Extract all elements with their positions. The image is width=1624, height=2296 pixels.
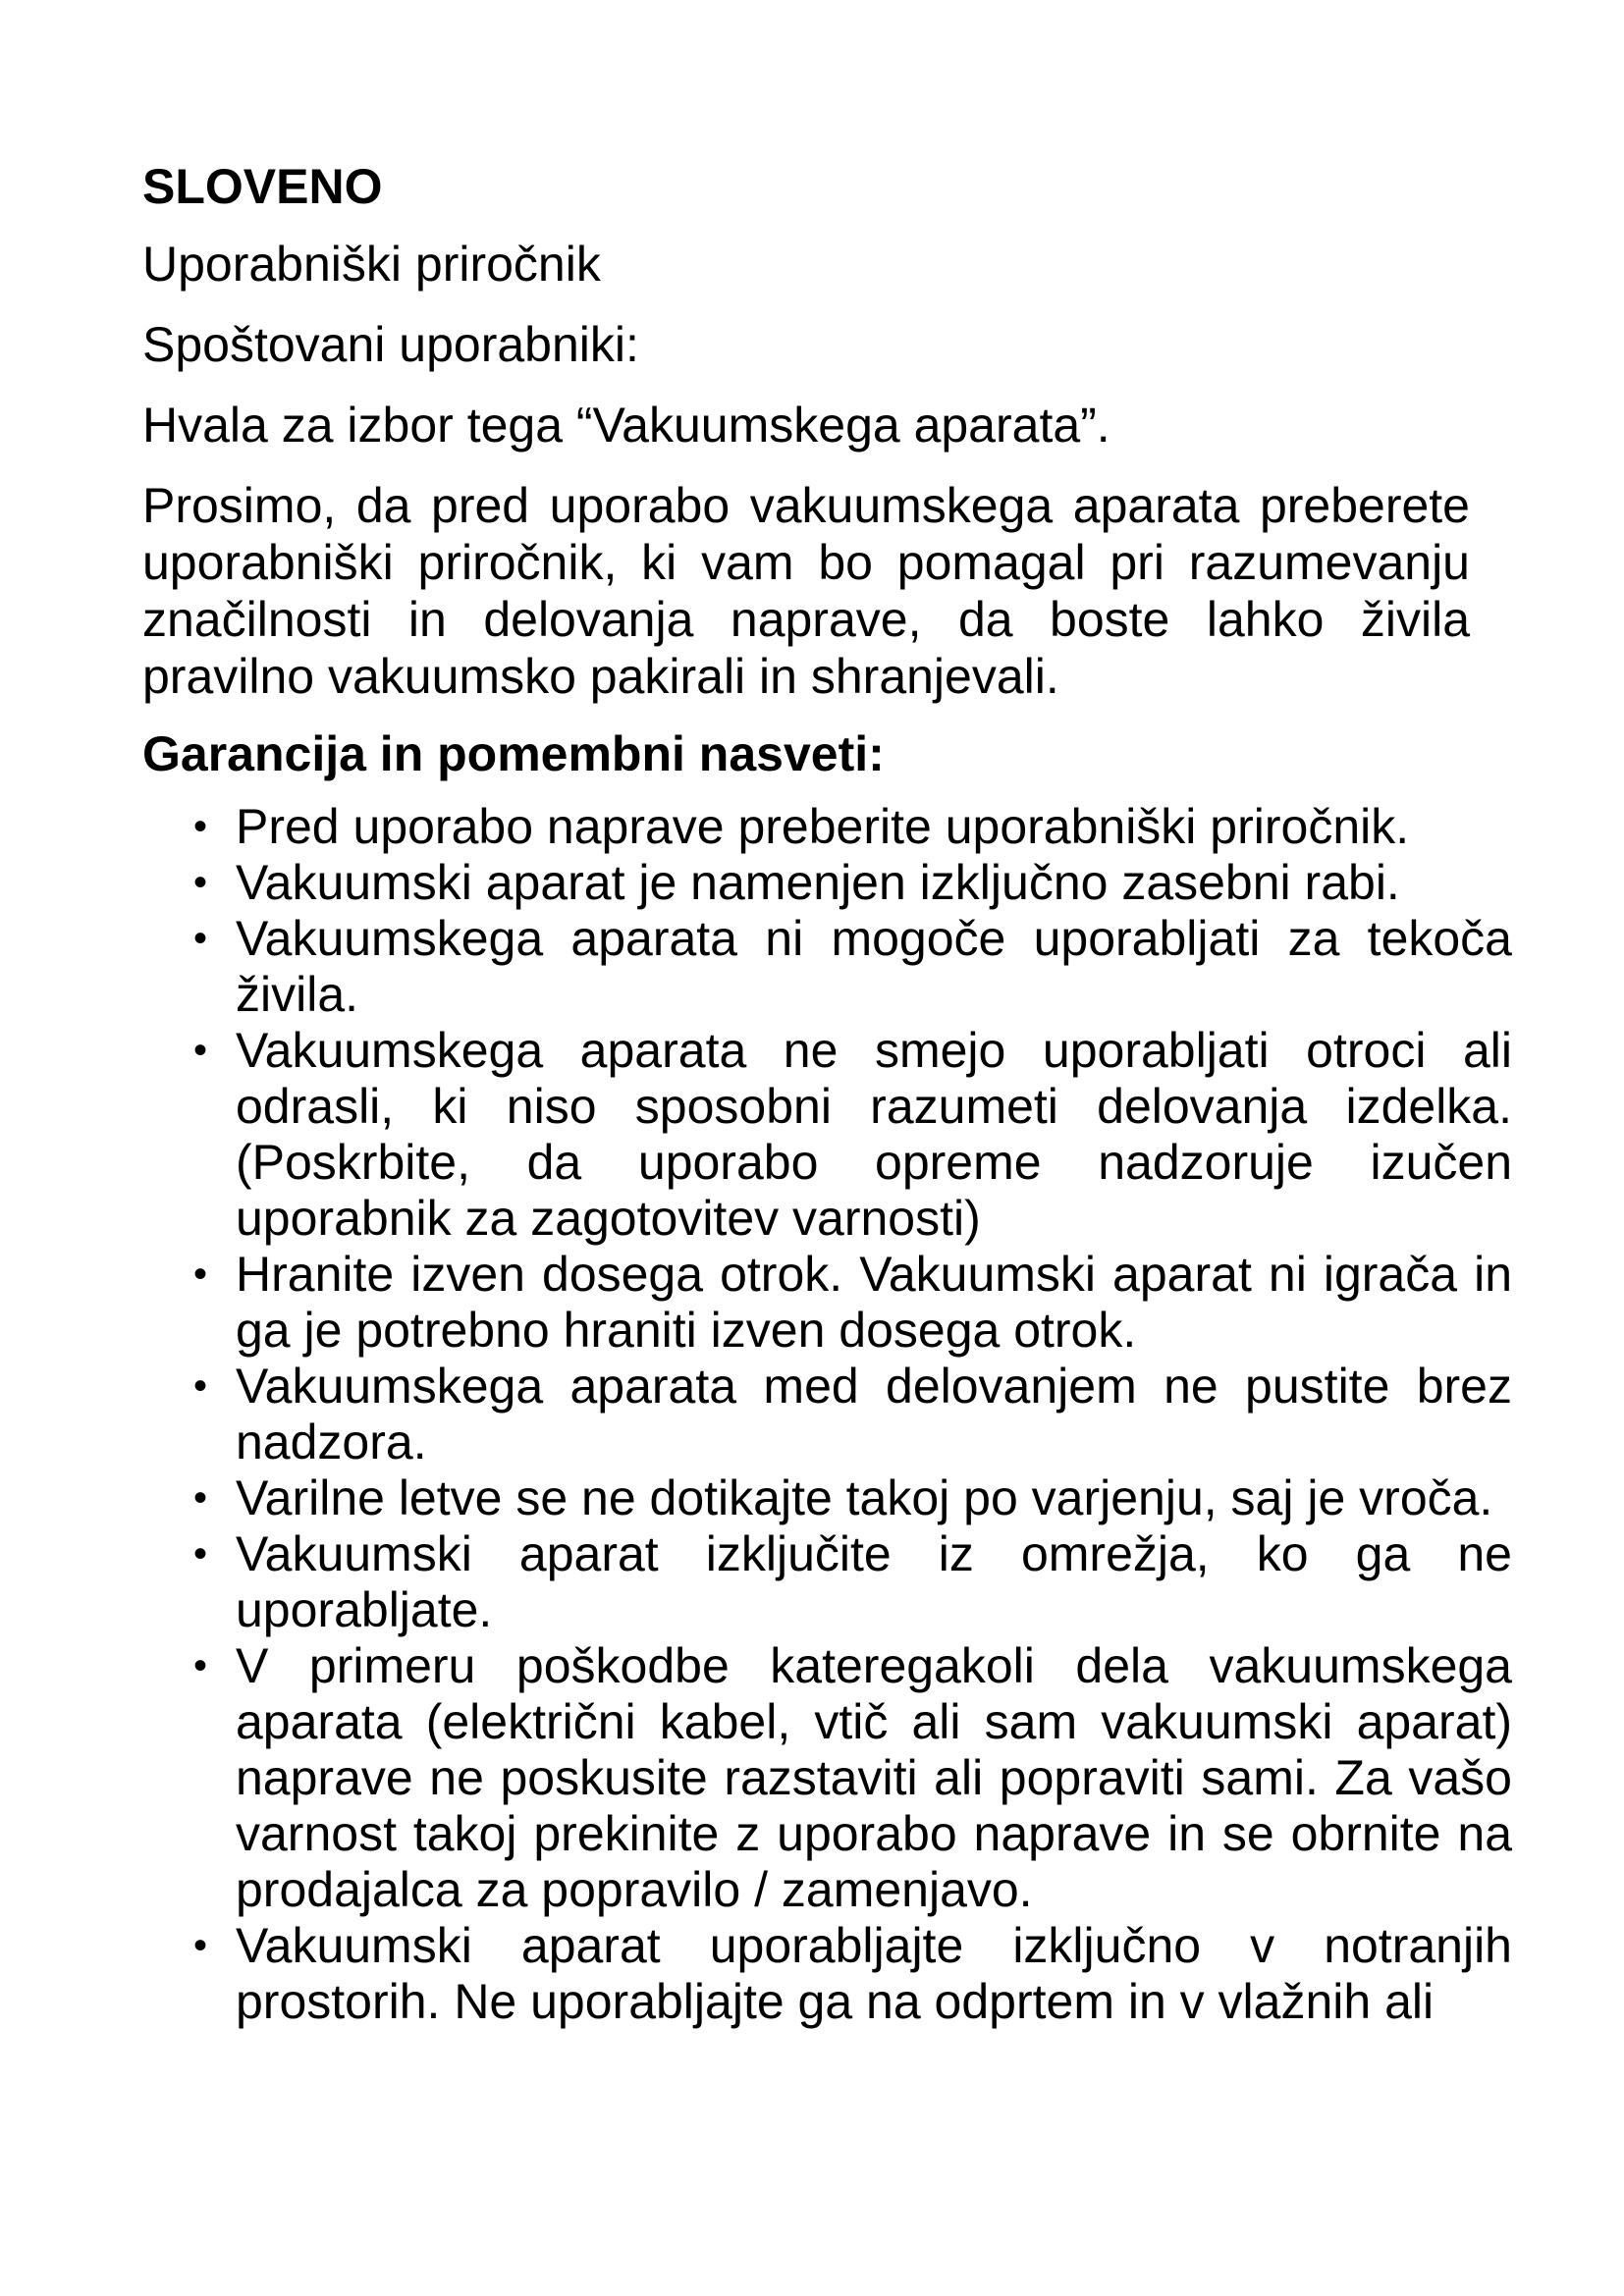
list-item-text: Vakuumskega aparata med delovanjem ne pustite brez nadzora. [236, 1359, 1512, 1469]
greeting: Spoštovani uporabniki: [142, 317, 639, 372]
list-item [142, 1918, 1512, 2030]
bullet-icon: • [193, 1029, 208, 1072]
list-item [142, 1359, 1512, 1470]
bullet-icon: • [193, 805, 208, 848]
bullet-icon: • [193, 1532, 208, 1575]
manual-page [142, 157, 1542, 2030]
list-item [142, 1023, 1512, 1247]
list-item-text: Vakuumskega aparata ni mogoče uporabljati za tekoča živila. [236, 911, 1512, 1022]
list-item-text: Vakuumskega aparata ne smejo uporabljati otroci ali odrasli, ki niso sposobni razumeti delovanja izdelka. (Poskrbite, da uporabo opreme nadzoruje izučen uporabnik za zagotovitev varnosti) [236, 1023, 1512, 1246]
list-item-text: Pred uporabo naprave preberite uporabniški priročnik. [236, 799, 1410, 854]
list-item [142, 1470, 1512, 1526]
list-item [142, 1247, 1512, 1359]
list-item [142, 799, 1512, 855]
intro-paragraph: Prosimo, da pred uporabo vakuumskega aparata preberete uporabniški priročnik, ki vam bo pomagal pri razumevanju značilnosti in delovanja naprave, da boste lahko živila pravilno vakuumsko pakirali in shranjevali. [142, 478, 1470, 704]
list-item-text: Varilne letve se ne dotikajte takoj po varjenju, saj je vroča. [236, 1470, 1493, 1525]
advice-list [142, 799, 1542, 2030]
bullet-icon: • [193, 1924, 208, 1967]
bullet-icon: • [193, 917, 208, 960]
bullet-icon: • [193, 1364, 208, 1408]
list-item-text: Hranite izven dosega otrok. Vakuumski aparat ni igrača in ga je potrebno hraniti izven dosega otrok. [236, 1247, 1512, 1358]
list-item-text: Vakuumski aparat izključite iz omrežja, ko ga ne uporabljate. [236, 1526, 1512, 1637]
list-item-text: Vakuumski aparat je namenjen izključno zasebni rabi. [236, 855, 1400, 910]
bullet-icon: • [193, 1476, 208, 1520]
list-item [142, 855, 1512, 911]
bullet-icon: • [193, 861, 208, 904]
bullet-icon: • [193, 1253, 208, 1296]
manual-title: Uporabniški priročnik [142, 237, 601, 292]
bullet-icon: • [193, 1644, 208, 1687]
thanks-line: Hvala za izbor tega “Vakuumskega aparata”. [142, 398, 1110, 453]
section-heading: Garancija in pomembni nasveti: [142, 726, 885, 781]
list-item [142, 1526, 1512, 1638]
list-item [142, 1638, 1512, 1918]
list-item-text: V primeru poškodbe kateregakoli dela vakuumskega aparata (električni kabel, vtič ali sam vakuumski aparat) naprave ne poskusite razstaviti ali popraviti sami. Za vašo varnost takoj prekinite z uporabo naprave in se obrnite na prodajalca za popravilo / zamenjavo. [236, 1638, 1512, 1917]
list-item [142, 911, 1512, 1023]
language-heading: SLOVENO [142, 159, 383, 214]
list-item-text: Vakuumski aparat uporabljajte izključno v notranjih prostorih. Ne uporabljajte ga na odprtem in v vlažnih ali [236, 1918, 1512, 2029]
